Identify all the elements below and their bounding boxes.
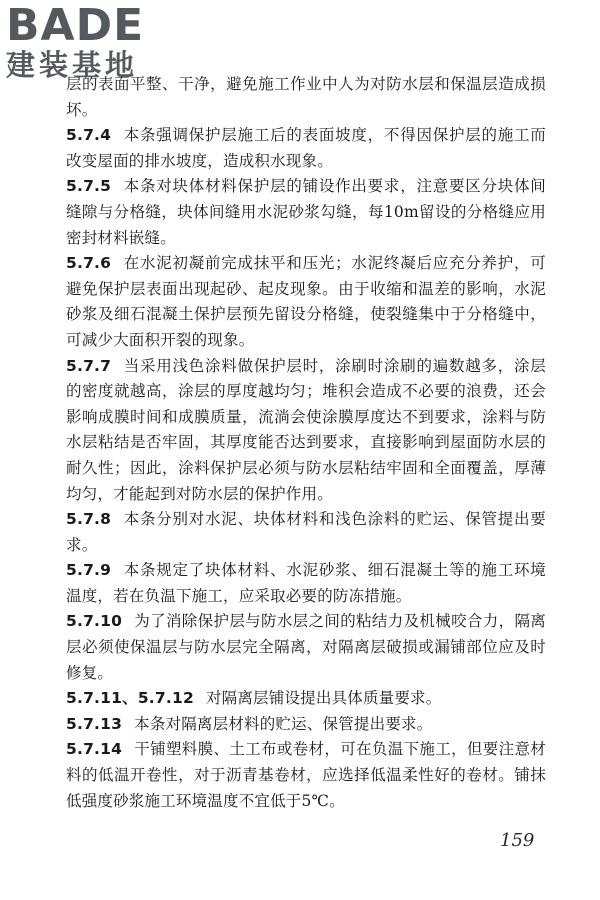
clause-text: 本条分别对水泥、块体材料和浅色涂料的贮运、保管提出要求。 [66, 510, 546, 554]
clause-number: 5.7.6 [66, 254, 112, 273]
clause-5-7-11-12 [66, 686, 546, 712]
clause-text: 对隔离层铺设提出具体质量要求。 [205, 689, 442, 708]
page-number: 159 [500, 830, 535, 851]
clause-number: 5.7.11、5.7.12 [66, 689, 194, 708]
clause-5-7-8 [66, 507, 546, 558]
clause-number: 5.7.9 [66, 561, 112, 580]
clause-number: 5.7.10 [66, 612, 123, 631]
clause-5-7-10 [66, 609, 546, 686]
clause-5-7-7 [66, 354, 546, 508]
clause-text: 本条强调保护层施工后的表面坡度，不得因保护层的施工而改变屋面的排水坡度，造成积水现象。 [66, 126, 546, 170]
logo-brand-text: BADE [6, 0, 145, 51]
document-body [66, 72, 546, 814]
clause-number: 5.7.8 [66, 510, 112, 529]
clause-number: 5.7.4 [66, 126, 112, 145]
clause-5-7-6 [66, 251, 546, 353]
clause-5-7-5 [66, 174, 546, 251]
clause-text: 当采用浅色涂料做保护层时，涂刷时涂刷的遍数越多，涂层的密度就越高，涂层的厚度越均匀；堆积会造成不必要的浪费，还会影响成膜时间和成膜质量，流淌会使涂膜厚度达不到要求，涂料与防水层粘结是否牢固，其厚度能否达到要求，直接影响到屋面防水层的耐久性；因此，涂料保护层必须与防水层粘结牢固和全面覆盖，厚薄均匀，才能起到对防水层的保护作用。 [66, 356, 546, 503]
clause-5-7-9 [66, 558, 546, 609]
clause-text: 本条规定了块体材料、水泥砂浆、细石混凝土等的施工环境温度，若在负温下施工，应采取必要的防冻措施。 [66, 561, 546, 605]
clause-number: 5.7.13 [66, 714, 123, 733]
clause-text: 本条对隔离层材料的贮运、保管提出要求。 [134, 714, 433, 733]
clause-text: 本条对块体材料保护层的铺设作出要求，注意要区分块体间缝隙与分格缝，块体间缝用水泥砂浆勾缝，每10m留设的分格缝应用密封材料嵌缝。 [66, 177, 546, 247]
clause-5-7-13 [66, 712, 546, 738]
clause-5-7-14 [66, 737, 546, 814]
clause-text: 为了消除保护层与防水层之间的粘结力及机械咬合力，隔离层必须使保温层与防水层完全隔离，对隔离层破损或漏铺部位应及时修复。 [66, 612, 546, 682]
clause-text: 干铺塑料膜、土工布或卷材，可在负温下施工，但要注意材料的低温开卷性，对于沥青基卷材，应选择低温柔性好的卷材。铺抹低强度砂浆施工环境温度不宜低于5℃。 [66, 740, 546, 810]
clause-number: 5.7.7 [66, 356, 112, 375]
clause-number: 5.7.5 [66, 177, 112, 196]
clause-text: 在水泥初凝前完成抹平和压光；水泥终凝后应充分养护，可避免保护层表面出现起砂、起皮现象。由于收缩和温差的影响，水泥砂浆及细石混凝土保护层预先留设分格缝，使裂缝集中于分格缝中，可减少大面积开裂的现象。 [66, 254, 546, 349]
paragraph-text: 层的表面平整、干净，避免施工作业中人为对防水层和保温层造成损坏。 [66, 75, 546, 119]
bade-logo [6, 0, 178, 86]
clause-5-7-4 [66, 123, 546, 174]
logo-subtitle-text: 建装基地 [6, 48, 139, 82]
clause-number: 5.7.14 [66, 740, 123, 759]
